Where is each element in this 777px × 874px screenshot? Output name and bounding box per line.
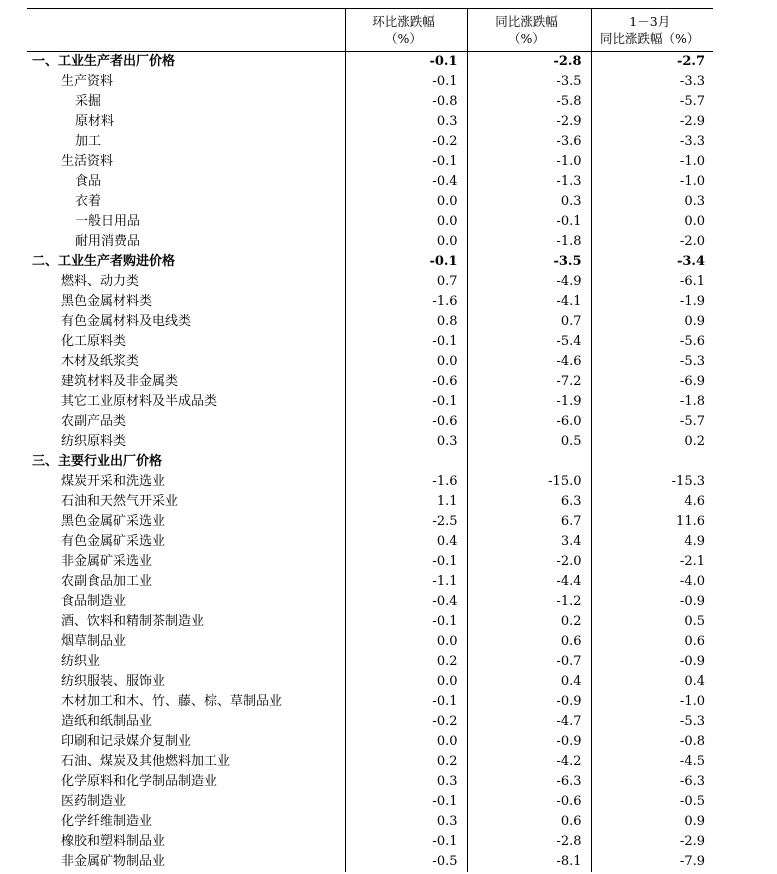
row-label: 非金属矿物制品业	[27, 852, 345, 872]
yoy-change-cell: 6.7	[467, 512, 591, 532]
row-label: 生活资料	[27, 152, 345, 172]
mom-change-cell: 0.0	[345, 732, 467, 752]
row-label: 酒、饮料和精制茶制造业	[27, 612, 345, 632]
table-row	[27, 372, 713, 392]
yoy-change-cell: -3.6	[467, 132, 591, 152]
header-blank-cell	[27, 9, 345, 52]
cumulative-yoy-cell: 0.6	[684, 634, 705, 649]
yoy-change-cell: -6.3	[467, 772, 591, 792]
yoy-change-cell: 0.2	[467, 612, 591, 632]
yoy-change-cell: 3.4	[467, 532, 591, 552]
yoy-change-cell: -3.5	[467, 252, 591, 272]
row-label: 原材料	[27, 112, 345, 132]
cumulative-yoy-cell: -3.3	[679, 74, 705, 89]
row-label: 衣着	[27, 192, 345, 212]
yoy-change-cell: -6.0	[467, 412, 591, 432]
yoy-change-cell: -2.9	[467, 112, 591, 132]
yoy-change-cell: -7.2	[467, 372, 591, 392]
cumulative-yoy-cell: -2.9	[679, 114, 705, 129]
cumulative-yoy-cell: -0.8	[679, 734, 705, 749]
mom-change-cell: 0.8	[345, 312, 467, 332]
row-label: 烟草制品业	[27, 632, 345, 652]
table-row	[27, 72, 713, 92]
table-row	[27, 732, 713, 752]
table-row	[27, 612, 713, 632]
yoy-change-cell: -4.2	[467, 752, 591, 772]
mom-change-cell: -0.1	[345, 792, 467, 812]
mom-change-cell: 0.2	[345, 652, 467, 672]
section-row	[27, 452, 713, 472]
cumulative-yoy-cell: -6.9	[679, 374, 705, 389]
yoy-change-cell: -4.4	[467, 572, 591, 592]
cumulative-yoy-cell: -5.7	[679, 414, 705, 429]
row-label: 一、工业生产者出厂价格	[27, 52, 345, 73]
row-label: 黑色金属矿采选业	[27, 512, 345, 532]
yoy-change-cell: -0.1	[467, 212, 591, 232]
yoy-change-cell: 0.5	[467, 432, 591, 452]
cumulative-yoy-cell: -3.4	[676, 254, 705, 269]
mom-change-cell: 0.2	[345, 752, 467, 772]
cumulative-yoy-cell: -4.0	[679, 574, 705, 589]
yoy-change-cell: -1.2	[467, 592, 591, 612]
yoy-change-cell: -5.4	[467, 332, 591, 352]
table-row	[27, 792, 713, 812]
cumulative-yoy-cell: 0.9	[684, 314, 705, 329]
cumulative-yoy-cell: -1.8	[679, 394, 705, 409]
cumulative-yoy-cell: -2.9	[679, 834, 705, 849]
cumulative-yoy-cell: -5.3	[679, 714, 705, 729]
row-label: 生产资料	[27, 72, 345, 92]
mom-change-cell: -0.8	[345, 92, 467, 112]
mom-change-cell: -0.2	[345, 132, 467, 152]
row-label: 耐用消费品	[27, 232, 345, 252]
mom-change-cell: -0.1	[345, 152, 467, 172]
table-row	[27, 212, 713, 232]
cumulative-yoy-cell: -5.3	[679, 354, 705, 369]
yoy-change-cell: -4.1	[467, 292, 591, 312]
yoy-change-cell: 0.6	[467, 812, 591, 832]
cumulative-yoy-cell: -2.1	[679, 554, 705, 569]
row-label: 木材及纸浆类	[27, 352, 345, 372]
mom-change-cell: -0.5	[345, 852, 467, 872]
cumulative-yoy-cell: -1.0	[679, 154, 705, 169]
yoy-change-cell: -4.7	[467, 712, 591, 732]
cumulative-yoy-cell: 4.9	[684, 534, 705, 549]
cumulative-yoy-cell: 0.0	[684, 214, 705, 229]
table-row	[27, 592, 713, 612]
cumulative-yoy-cell: -15.3	[671, 474, 705, 489]
header-line: （%）	[508, 31, 545, 46]
row-label: 医药制造业	[27, 792, 345, 812]
yoy-change-cell: -1.0	[467, 152, 591, 172]
mom-change-cell: 0.3	[345, 812, 467, 832]
yoy-change-cell: -3.5	[467, 72, 591, 92]
yoy-change-cell: 0.4	[467, 672, 591, 692]
row-label: 化学纤维制造业	[27, 812, 345, 832]
cumulative-yoy-cell: -1.0	[679, 694, 705, 709]
row-label: 食品	[27, 172, 345, 192]
header-line: 环比涨跌幅	[372, 14, 435, 29]
table-row	[27, 552, 713, 572]
mom-change-cell: -0.1	[345, 552, 467, 572]
section-row	[27, 52, 713, 73]
mom-change-cell: -0.4	[345, 592, 467, 612]
row-label: 印刷和记录媒介复制业	[27, 732, 345, 752]
table-header-row	[27, 9, 713, 52]
table-row	[27, 292, 713, 312]
table-row	[27, 112, 713, 132]
row-label: 一般日用品	[27, 212, 345, 232]
row-label: 化工原料类	[27, 332, 345, 352]
row-label: 加工	[27, 132, 345, 152]
table-row	[27, 432, 713, 452]
mom-change-cell: 0.7	[345, 272, 467, 292]
mom-change-cell: -0.2	[345, 712, 467, 732]
cumulative-yoy-cell: -4.5	[679, 754, 705, 769]
cumulative-yoy-cell: 11.6	[676, 514, 705, 529]
yoy-change-cell: -4.9	[467, 272, 591, 292]
table-row	[27, 852, 713, 872]
mom-change-cell: 0.0	[345, 672, 467, 692]
row-label: 建筑材料及非金属类	[27, 372, 345, 392]
mom-change-cell: -0.6	[345, 412, 467, 432]
row-label: 农副产品类	[27, 412, 345, 432]
header-line: 1－3月	[629, 14, 671, 29]
mom-change-cell: 0.0	[345, 232, 467, 252]
cumulative-yoy-cell: -5.6	[679, 334, 705, 349]
yoy-change-cell: -2.8	[467, 52, 591, 73]
table-body	[27, 52, 713, 873]
table-row	[27, 492, 713, 512]
mom-change-cell: 0.0	[345, 212, 467, 232]
table-row	[27, 132, 713, 152]
row-label: 黑色金属材料类	[27, 292, 345, 312]
mom-change-cell: -0.1	[345, 252, 467, 272]
mom-change-cell: 0.3	[345, 772, 467, 792]
cumulative-yoy-cell: -7.9	[679, 854, 705, 869]
mom-change-cell: 0.0	[345, 192, 467, 212]
row-label: 造纸和纸制品业	[27, 712, 345, 732]
row-label: 木材加工和木、竹、藤、棕、草制品业	[27, 692, 345, 712]
header-line: 同比涨跌幅（%）	[600, 31, 700, 46]
table-row	[27, 412, 713, 432]
yoy-change-cell: -1.9	[467, 392, 591, 412]
row-label: 化学原料和化学制品制造业	[27, 772, 345, 792]
cumulative-yoy-cell: -1.0	[679, 174, 705, 189]
yoy-change-cell: -5.8	[467, 92, 591, 112]
cumulative-yoy-cell	[591, 452, 713, 472]
mom-change-cell: -0.1	[345, 392, 467, 412]
table-row	[27, 752, 713, 772]
table-row	[27, 392, 713, 412]
mom-change-cell: 1.1	[345, 492, 467, 512]
cumulative-yoy-cell: 0.4	[684, 674, 705, 689]
row-label: 橡胶和塑料制品业	[27, 832, 345, 852]
table-row	[27, 712, 713, 732]
mom-change-cell: 0.0	[345, 632, 467, 652]
row-label: 纺织服装、服饰业	[27, 672, 345, 692]
table-row	[27, 672, 713, 692]
yoy-change-cell: -2.0	[467, 552, 591, 572]
yoy-change-cell	[467, 452, 591, 472]
cumulative-yoy-cell: -6.3	[679, 774, 705, 789]
cumulative-yoy-cell: -6.1	[679, 274, 705, 289]
mom-change-cell: -1.1	[345, 572, 467, 592]
section-row	[27, 252, 713, 272]
row-label: 食品制造业	[27, 592, 345, 612]
cumulative-yoy-cell: -3.3	[679, 134, 705, 149]
table-row	[27, 172, 713, 192]
row-label: 农副食品加工业	[27, 572, 345, 592]
cumulative-yoy-cell: 0.2	[684, 434, 705, 449]
cumulative-yoy-cell: 0.9	[684, 814, 705, 829]
table-row	[27, 272, 713, 292]
yoy-change-cell: -0.9	[467, 692, 591, 712]
row-label: 采掘	[27, 92, 345, 112]
cumulative-yoy-cell: -5.7	[679, 94, 705, 109]
table-row	[27, 812, 713, 832]
table-row	[27, 772, 713, 792]
yoy-change-cell: 0.3	[467, 192, 591, 212]
mom-change-cell: -1.6	[345, 472, 467, 492]
header-cumulative-yoy-change	[591, 9, 713, 52]
mom-change-cell: -1.6	[345, 292, 467, 312]
mom-change-cell: 0.3	[345, 112, 467, 132]
yoy-change-cell: -4.6	[467, 352, 591, 372]
table-row	[27, 692, 713, 712]
header-line: （%）	[385, 31, 422, 46]
price-index-table	[27, 8, 713, 872]
table-row	[27, 192, 713, 212]
mom-change-cell	[345, 452, 467, 472]
mom-change-cell: -0.1	[345, 692, 467, 712]
table-row	[27, 532, 713, 552]
table-row	[27, 232, 713, 252]
mom-change-cell: 0.4	[345, 532, 467, 552]
table-row	[27, 632, 713, 652]
table-row	[27, 312, 713, 332]
yoy-change-cell: -8.1	[467, 852, 591, 872]
cumulative-yoy-cell: 4.6	[684, 494, 705, 509]
mom-change-cell: 0.0	[345, 352, 467, 372]
mom-change-cell: 0.3	[345, 432, 467, 452]
header-yoy-change	[467, 9, 591, 52]
mom-change-cell: -0.1	[345, 832, 467, 852]
yoy-change-cell: -0.6	[467, 792, 591, 812]
row-label: 二、工业生产者购进价格	[27, 252, 345, 272]
table-row	[27, 352, 713, 372]
row-label: 非金属矿采选业	[27, 552, 345, 572]
header-mom-change	[345, 9, 467, 52]
cumulative-yoy-cell: 0.5	[684, 614, 705, 629]
row-label: 纺织业	[27, 652, 345, 672]
yoy-change-cell: 0.7	[467, 312, 591, 332]
row-label: 三、主要行业出厂价格	[27, 452, 345, 472]
mom-change-cell: -2.5	[345, 512, 467, 532]
row-label: 石油和天然气开采业	[27, 492, 345, 512]
yoy-change-cell: -1.8	[467, 232, 591, 252]
mom-change-cell: -0.4	[345, 172, 467, 192]
cumulative-yoy-cell: -1.9	[679, 294, 705, 309]
table-row	[27, 832, 713, 852]
row-label: 燃料、动力类	[27, 272, 345, 292]
yoy-change-cell: 6.3	[467, 492, 591, 512]
cumulative-yoy-cell: -0.9	[679, 594, 705, 609]
yoy-change-cell: -2.8	[467, 832, 591, 852]
yoy-change-cell: -1.3	[467, 172, 591, 192]
cumulative-yoy-cell: -0.5	[679, 794, 705, 809]
row-label: 纺织原料类	[27, 432, 345, 452]
yoy-change-cell: 0.6	[467, 632, 591, 652]
row-label: 石油、煤炭及其他燃料加工业	[27, 752, 345, 772]
header-line: 同比涨跌幅	[495, 14, 558, 29]
mom-change-cell: -0.6	[345, 372, 467, 392]
table-row	[27, 152, 713, 172]
mom-change-cell: -0.1	[345, 72, 467, 92]
row-label: 有色金属矿采选业	[27, 532, 345, 552]
table-row	[27, 572, 713, 592]
table-row	[27, 512, 713, 532]
table-row	[27, 472, 713, 492]
row-label: 煤炭开采和洗选业	[27, 472, 345, 492]
cumulative-yoy-cell: -0.9	[679, 654, 705, 669]
row-label: 其它工业原材料及半成品类	[27, 392, 345, 412]
mom-change-cell: -0.1	[345, 332, 467, 352]
table-row	[27, 332, 713, 352]
cumulative-yoy-cell: -2.7	[676, 54, 705, 69]
cumulative-yoy-cell: 0.3	[684, 194, 705, 209]
mom-change-cell: -0.1	[345, 612, 467, 632]
mom-change-cell: -0.1	[345, 52, 467, 73]
table-row	[27, 92, 713, 112]
cumulative-yoy-cell: -2.0	[679, 234, 705, 249]
yoy-change-cell: -0.9	[467, 732, 591, 752]
yoy-change-cell: -15.0	[467, 472, 591, 492]
row-label: 有色金属材料及电线类	[27, 312, 345, 332]
yoy-change-cell: -0.7	[467, 652, 591, 672]
table-row	[27, 652, 713, 672]
